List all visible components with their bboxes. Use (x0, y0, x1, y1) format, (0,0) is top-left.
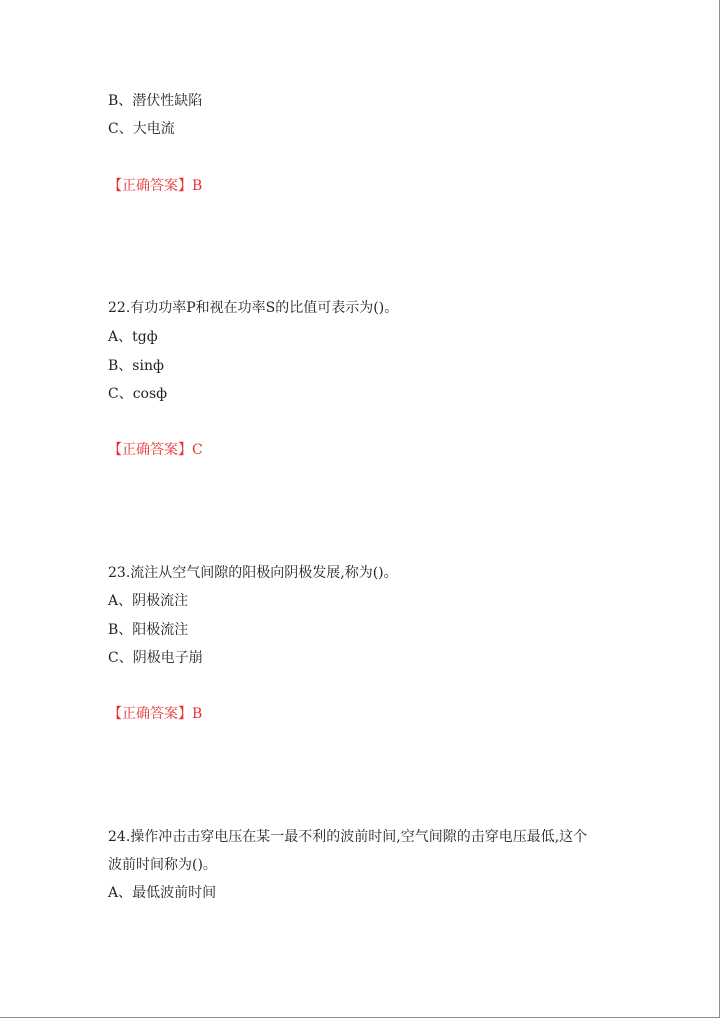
q23-option-c: C、阴极电子崩 (108, 650, 203, 666)
q23-answer: 【正确答案】B (108, 706, 203, 722)
prev-option-b: B、潜伏性缺陷 (108, 93, 203, 109)
q24-option-a: A、最低波前时间 (108, 885, 217, 901)
q23-question: 23.流注从空气间隙的阳极向阴极发展,称为()。 (108, 565, 398, 581)
q23-option-b: B、阳极流注 (108, 622, 189, 638)
q22-answer: 【正确答案】C (108, 442, 203, 458)
prev-answer: 【正确答案】B (108, 178, 203, 194)
q24-question-line-1: 24.操作冲击击穿电压在某一最不利的波前时间,空气间隙的击穿电压最低,这个 (108, 829, 588, 845)
q24-question-line-2: 波前时间称为()。 (108, 857, 217, 873)
q22-option-c: C、cosф (108, 386, 168, 402)
q22-question: 22.有功功率P和视在功率S的比值可表示为()。 (108, 300, 399, 316)
prev-option-c: C、大电流 (108, 121, 175, 137)
q22-option-b: B、sinф (108, 358, 164, 374)
q22-option-a: A、tgф (108, 329, 158, 345)
q23-option-a: A、阴极流注 (108, 593, 189, 609)
